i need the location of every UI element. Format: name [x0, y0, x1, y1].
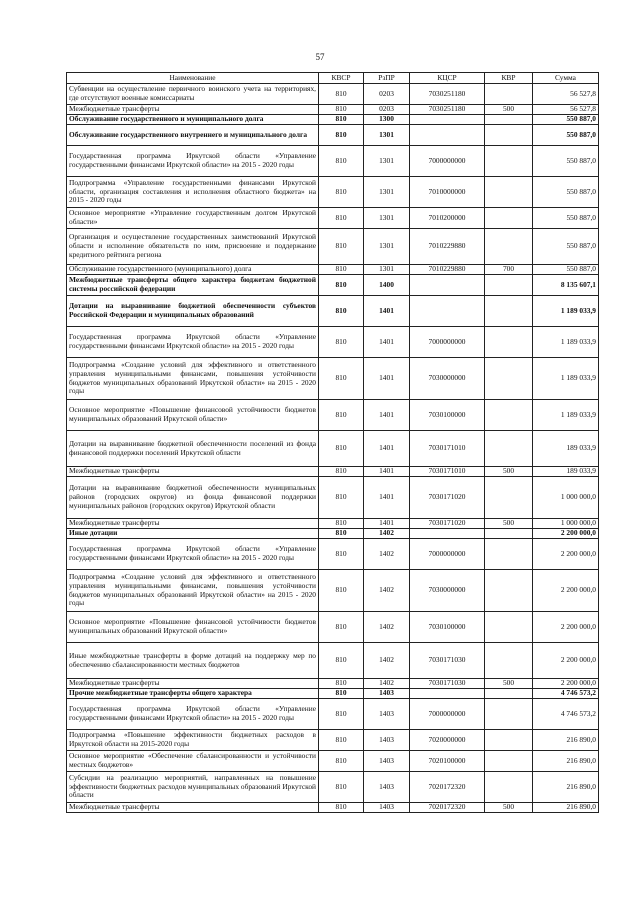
- row-kcsr: 7030251180: [410, 105, 485, 115]
- row-kvr: 500: [485, 803, 533, 813]
- row-rzpr: 1301: [364, 208, 410, 229]
- table-row: [67, 539, 599, 570]
- row-kvsr: 810: [319, 84, 364, 105]
- row-kvsr: 810: [319, 519, 364, 529]
- row-kvr: [485, 751, 533, 772]
- row-kvr: [485, 699, 533, 730]
- row-kcsr: 7000000000: [410, 699, 485, 730]
- table-row: [67, 177, 599, 208]
- row-name: Подпрограмма «Создание условий для эффективного и ответственного управления муниципальными финансами, повышения устойчивости бюджетов муниципальных образований Иркутской области» на 2015 - 2020 годы: [67, 358, 319, 400]
- row-kcsr: [410, 125, 485, 146]
- row-sum: 1 189 033,9: [533, 358, 599, 400]
- row-kvsr: 810: [319, 146, 364, 177]
- row-rzpr: 1300: [364, 115, 410, 125]
- page-number: 57: [315, 52, 325, 62]
- row-sum: 1 189 033,9: [533, 296, 599, 327]
- row-kvsr: 810: [319, 358, 364, 400]
- row-rzpr: 1403: [364, 803, 410, 813]
- row-rzpr: 1403: [364, 751, 410, 772]
- row-kcsr: 7000000000: [410, 146, 485, 177]
- table-row: [67, 265, 599, 275]
- table-row: [67, 105, 599, 115]
- row-rzpr: 1400: [364, 275, 410, 296]
- row-sum: 550 887,0: [533, 115, 599, 125]
- row-kvr: [485, 643, 533, 679]
- header-kcsr: КЦСР: [410, 73, 485, 84]
- table-row: [67, 146, 599, 177]
- row-kvsr: 810: [319, 275, 364, 296]
- row-name: Подпрограмма «Управление государственными финансами Иркутской области, организация составления и исполнения областного бюджета» на 2015 - 2020 годы: [67, 177, 319, 208]
- table-row: [67, 296, 599, 327]
- table-row: [67, 275, 599, 296]
- row-name: Обслуживание государственного внутреннего и муниципального долга: [67, 125, 319, 146]
- row-name: Субвенции на осуществление первичного воинского учета на территориях, где отсутствуют военные комиссариаты: [67, 84, 319, 105]
- row-kcsr: 7020100000: [410, 751, 485, 772]
- row-kvsr: 810: [319, 772, 364, 803]
- row-kvsr: 810: [319, 699, 364, 730]
- row-kvr: [485, 229, 533, 265]
- row-kvsr: 810: [319, 539, 364, 570]
- row-kcsr: [410, 529, 485, 539]
- table-row: [67, 358, 599, 400]
- row-kvr: [485, 689, 533, 699]
- table-row: [67, 570, 599, 612]
- row-kcsr: 7030171010: [410, 467, 485, 477]
- row-rzpr: 1402: [364, 612, 410, 643]
- row-name: Межбюджетные трансферты: [67, 105, 319, 115]
- row-kcsr: 7010229880: [410, 265, 485, 275]
- row-kvsr: 810: [319, 115, 364, 125]
- row-kcsr: 7010200000: [410, 208, 485, 229]
- table-header-row: [67, 73, 599, 84]
- row-kvsr: 810: [319, 327, 364, 358]
- row-kvsr: 810: [319, 612, 364, 643]
- row-kcsr: 7000000000: [410, 327, 485, 358]
- table-row: [67, 327, 599, 358]
- row-rzpr: 1301: [364, 265, 410, 275]
- row-sum: 4 746 573,2: [533, 699, 599, 730]
- row-rzpr: 1402: [364, 643, 410, 679]
- row-kvsr: 810: [319, 679, 364, 689]
- row-rzpr: 1401: [364, 400, 410, 431]
- row-name: Иные межбюджетные трансферты в форме дотаций на поддержку мер по обеспечению сбалансированности местных бюджетов: [67, 643, 319, 679]
- row-name: Прочие межбюджетные трансферты общего характера: [67, 689, 319, 699]
- row-kvr: [485, 477, 533, 519]
- row-rzpr: 1301: [364, 125, 410, 146]
- row-name: Обслуживание государственного и муниципального долга: [67, 115, 319, 125]
- table-row: [67, 467, 599, 477]
- row-name: Субсидии на реализацию мероприятий, направленных на повышение эффективности бюджетных расходов муниципальных образований Иркутской области: [67, 772, 319, 803]
- row-rzpr: 1401: [364, 477, 410, 519]
- header-rzpr: РзПР: [364, 73, 410, 84]
- row-rzpr: 1401: [364, 358, 410, 400]
- row-rzpr: 1403: [364, 772, 410, 803]
- row-rzpr: 1301: [364, 229, 410, 265]
- row-rzpr: 1401: [364, 467, 410, 477]
- table-row: [67, 679, 599, 689]
- row-rzpr: 1403: [364, 699, 410, 730]
- row-rzpr: 1401: [364, 327, 410, 358]
- row-kcsr: 7030000000: [410, 570, 485, 612]
- row-kvr: [485, 570, 533, 612]
- row-sum: 216 890,0: [533, 803, 599, 813]
- table-row: [67, 730, 599, 751]
- row-name: Межбюджетные трансферты: [67, 467, 319, 477]
- row-kvsr: 810: [319, 529, 364, 539]
- row-sum: 1 000 000,0: [533, 519, 599, 529]
- row-name: Дотации на выравнивание бюджетной обеспеченности субъектов Российской Федерации и муниципальных образований: [67, 296, 319, 327]
- row-kvr: [485, 146, 533, 177]
- row-kcsr: 7030100000: [410, 612, 485, 643]
- row-kcsr: 7010000000: [410, 177, 485, 208]
- row-rzpr: 1301: [364, 146, 410, 177]
- row-rzpr: 1402: [364, 529, 410, 539]
- row-name: Иные дотации: [67, 529, 319, 539]
- row-kvsr: 810: [319, 265, 364, 275]
- row-sum: 2 200 000,0: [533, 643, 599, 679]
- row-kvr: 500: [485, 679, 533, 689]
- row-sum: 2 200 000,0: [533, 529, 599, 539]
- row-kvsr: 810: [319, 208, 364, 229]
- table-row: [67, 529, 599, 539]
- row-rzpr: 1402: [364, 570, 410, 612]
- table-row: [67, 699, 599, 730]
- row-sum: 2 200 000,0: [533, 679, 599, 689]
- row-sum: 550 887,0: [533, 265, 599, 275]
- row-name: Государственная программа Иркутской области «Управление государственными финансами Иркутской области» на 2015 - 2020 годы: [67, 699, 319, 730]
- row-kvr: 700: [485, 265, 533, 275]
- row-kvsr: 810: [319, 431, 364, 467]
- row-rzpr: 1402: [364, 679, 410, 689]
- row-kcsr: 7030100000: [410, 400, 485, 431]
- row-kvr: [485, 327, 533, 358]
- row-name: Межбюджетные трансферты: [67, 519, 319, 529]
- table-row: [67, 751, 599, 772]
- table-body: [67, 84, 599, 813]
- table-row: [67, 208, 599, 229]
- row-name: Основное мероприятие «Повышение финансовой устойчивости бюджетов муниципальных образований Иркутской области»: [67, 612, 319, 643]
- row-rzpr: 1403: [364, 689, 410, 699]
- row-kvr: [485, 400, 533, 431]
- row-name: Основное мероприятие «Обеспечение сбалансированности и устойчивости местных бюджетов»: [67, 751, 319, 772]
- row-kvsr: 810: [319, 177, 364, 208]
- row-kvr: [485, 730, 533, 751]
- row-sum: 550 887,0: [533, 177, 599, 208]
- row-sum: 1 189 033,9: [533, 327, 599, 358]
- row-name: Основное мероприятие «Повышение финансовой устойчивости бюджетов муниципальных образований Иркутской области»: [67, 400, 319, 431]
- row-sum: 216 890,0: [533, 772, 599, 803]
- row-sum: 56 527,8: [533, 84, 599, 105]
- table-row: [67, 115, 599, 125]
- row-rzpr: 1402: [364, 539, 410, 570]
- row-name: Государственная программа Иркутской области «Управление государственными финансами Иркутской области» на 2015 - 2020 годы: [67, 146, 319, 177]
- table-row: [67, 643, 599, 679]
- table-row: [67, 689, 599, 699]
- row-kcsr: 7030000000: [410, 358, 485, 400]
- row-kcsr: [410, 296, 485, 327]
- row-kvr: [485, 529, 533, 539]
- table-row: [67, 400, 599, 431]
- row-kvr: 500: [485, 467, 533, 477]
- row-kvr: [485, 125, 533, 146]
- row-kcsr: 7000000000: [410, 539, 485, 570]
- row-kvr: 500: [485, 105, 533, 115]
- row-kvr: [485, 84, 533, 105]
- row-rzpr: 1401: [364, 296, 410, 327]
- row-sum: 550 887,0: [533, 208, 599, 229]
- row-kcsr: 7020000000: [410, 730, 485, 751]
- row-kcsr: 7030171030: [410, 679, 485, 689]
- row-sum: 56 527,8: [533, 105, 599, 115]
- row-rzpr: 0203: [364, 105, 410, 115]
- row-rzpr: 0203: [364, 84, 410, 105]
- row-kvr: 500: [485, 519, 533, 529]
- row-kcsr: 7020172320: [410, 772, 485, 803]
- row-kvsr: 810: [319, 296, 364, 327]
- row-kvsr: 810: [319, 570, 364, 612]
- row-name: Основное мероприятие «Управление государственным долгом Иркутской области»: [67, 208, 319, 229]
- row-kcsr: 7020172320: [410, 803, 485, 813]
- row-name: Межбюджетные трансферты общего характера бюджетам бюджетной системы российской федерации: [67, 275, 319, 296]
- table-row: [67, 125, 599, 146]
- row-kvsr: 810: [319, 751, 364, 772]
- row-sum: 550 887,0: [533, 146, 599, 177]
- row-sum: 189 033,9: [533, 467, 599, 477]
- row-kvr: [485, 431, 533, 467]
- row-kvr: [485, 275, 533, 296]
- header-sum: Сумма: [533, 73, 599, 84]
- row-sum: 550 887,0: [533, 229, 599, 265]
- row-sum: 550 887,0: [533, 125, 599, 146]
- row-sum: 4 746 573,2: [533, 689, 599, 699]
- row-kvr: [485, 177, 533, 208]
- row-name: Государственная программа Иркутской области «Управление государственными финансами Иркутской области» на 2015 - 2020 годы: [67, 327, 319, 358]
- row-kcsr: 7010229880: [410, 229, 485, 265]
- row-kcsr: 7030251180: [410, 84, 485, 105]
- row-kcsr: 7030171020: [410, 519, 485, 529]
- row-kvr: [485, 208, 533, 229]
- table-row: [67, 84, 599, 105]
- row-kvsr: 810: [319, 803, 364, 813]
- row-rzpr: 1403: [364, 730, 410, 751]
- row-sum: 1 000 000,0: [533, 477, 599, 519]
- row-kvr: [485, 115, 533, 125]
- row-kcsr: [410, 689, 485, 699]
- row-kvsr: 810: [319, 105, 364, 115]
- row-name: Государственная программа Иркутской области «Управление государственными финансами Иркутской области» на 2015 - 2020 годы: [67, 539, 319, 570]
- row-kcsr: 7030171020: [410, 477, 485, 519]
- row-sum: 216 890,0: [533, 730, 599, 751]
- table-row: [67, 519, 599, 529]
- row-kcsr: 7030171030: [410, 643, 485, 679]
- row-kvr: [485, 358, 533, 400]
- row-kvsr: 810: [319, 400, 364, 431]
- table-row: [67, 431, 599, 467]
- row-name: Подпрограмма «Создание условий для эффективного и ответственного управления муниципальными финансами, повышения устойчивости бюджетов муниципальных образований Иркутской области» на 2015 - 2020 годы: [67, 570, 319, 612]
- row-name: Дотации на выравнивание бюджетной обеспеченности поселений из фонда финансовой поддержки поселений Иркутской области: [67, 431, 319, 467]
- row-kvsr: 810: [319, 125, 364, 146]
- row-sum: 8 135 607,1: [533, 275, 599, 296]
- row-rzpr: 1301: [364, 177, 410, 208]
- row-kcsr: 7030171010: [410, 431, 485, 467]
- row-name: Организация и осуществление государственных заимствований Иркутской области и исполнение обязательств по ним, присвоение и поддержание кредитного рейтинга региона: [67, 229, 319, 265]
- row-sum: 2 200 000,0: [533, 612, 599, 643]
- row-name: Межбюджетные трансферты: [67, 679, 319, 689]
- row-name: Обслуживание государственного (муниципального) долга: [67, 265, 319, 275]
- row-kvr: [485, 296, 533, 327]
- row-kvsr: 810: [319, 467, 364, 477]
- row-sum: 2 200 000,0: [533, 539, 599, 570]
- row-kvsr: 810: [319, 689, 364, 699]
- row-name: Подпрограмма «Повышение эффективности бюджетных расходов в Иркутской области на 2015-2020 годы: [67, 730, 319, 751]
- table-row: [67, 803, 599, 813]
- row-name: Межбюджетные трансферты: [67, 803, 319, 813]
- row-sum: 2 200 000,0: [533, 570, 599, 612]
- row-kvsr: 810: [319, 229, 364, 265]
- table-row: [67, 772, 599, 803]
- row-sum: 216 890,0: [533, 751, 599, 772]
- table-row: [67, 612, 599, 643]
- budget-table: [66, 72, 599, 813]
- row-kvr: [485, 539, 533, 570]
- row-kvr: [485, 612, 533, 643]
- header-kvr: КВР: [485, 73, 533, 84]
- header-kvsr: КВСР: [319, 73, 364, 84]
- row-rzpr: 1401: [364, 431, 410, 467]
- row-kcsr: [410, 115, 485, 125]
- row-rzpr: 1401: [364, 519, 410, 529]
- row-kcsr: [410, 275, 485, 296]
- row-name: Дотации на выравнивание бюджетной обеспеченности муниципальных районов (городских округов) из фонда финансовой поддержки муниципальных районов (городских округов) Иркутской области: [67, 477, 319, 519]
- table-row: [67, 477, 599, 519]
- row-kvsr: 810: [319, 730, 364, 751]
- row-kvr: [485, 772, 533, 803]
- header-name: Наименование: [67, 73, 319, 84]
- row-kvsr: 810: [319, 477, 364, 519]
- row-sum: 1 189 033,9: [533, 400, 599, 431]
- table-row: [67, 229, 599, 265]
- row-sum: 189 033,9: [533, 431, 599, 467]
- row-kvsr: 810: [319, 643, 364, 679]
